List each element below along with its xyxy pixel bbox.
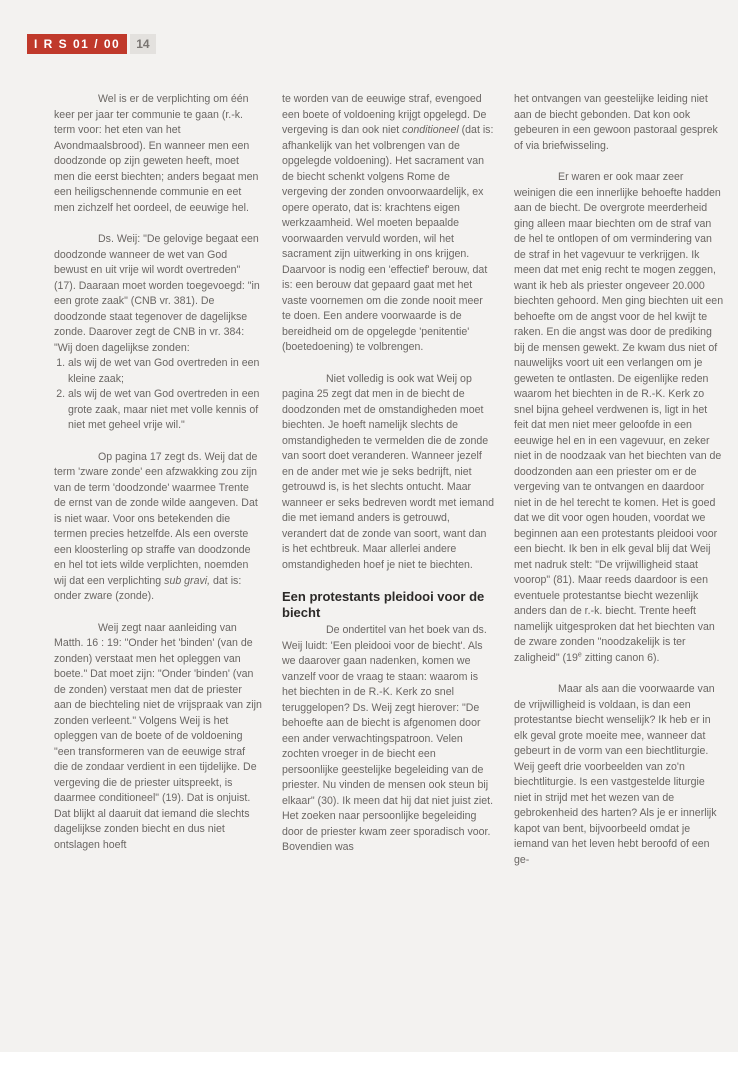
paragraph-text: te worden van de eeuwige straf, evengoed een boete of voldoening krijgt opgelegd. De vergeving is dan ook niet (282, 93, 487, 136)
paragraph-text: zitting canon 6). (581, 651, 660, 664)
paragraph-text: Er waren er ook maar zeer weinigen die een innerlijke behoefte hadden aan de biecht. De overgrote meerderheid ging alleen maar biechten om de straf van de hel te ontlopen of om vermindering van de straf in het vagevuur te verkrijgen. Ik meen dat met enig recht te mogen zeggen, want ik heb als priester ongeveer 20.000 biechten gehoord. Men ging biechten uit een behoefte om de angst voor de hel kwijt te raken. En die angst was door de prediking bij de mensen gewekt. Ze kwam dus niet of nauwelijks voort uit een verlangen om je geweten te ontlasten. De eigenlijke reden waarom het biechten in de R.-K. Kerk zo snel bijna geheel verdwenen is, ligt in het feit dat men niet meer geloofde in een eeuwige hel en in een vagevuur, en zeker niet in de noodzaak van het biechten van de doodzonden aan een priester om er de vergeving van te ontvangen en daardoor niet in de hel terecht te komen. Het is goed dat we dit voor ogen houden, voordat we beginnen aan een protestants pleidooi voor een biecht. Ik ben in elk geval blij dat Weij met nadruk stelt: "De vrijwilligheid staat voorop" (81). Maar reeds daardoor is een eventuele protestantse biecht wezenlijk anders dan de r.-k. biecht. Trente heeft namelijk uitgesproken dat het biechten van de zware zonden "noodzakelijk is ter zaligheid" (19 (514, 171, 724, 664)
paragraph (282, 92, 494, 356)
column-1 (54, 92, 262, 869)
list-item: 2. als wij de wet van God overtreden in een grote zaak, maar niet met volle kennis of niet met geheel vrije wil." (68, 387, 262, 434)
page-header (27, 34, 156, 54)
paragraph: Wel is er de verplichting om één keer per jaar ter communie te gaan (r.-k. term voor: het eten van het Avondmaalsbrood). En wanneer men een doodzonde op zijn geweten heeft, moet men die eerst biechten; anders begaat men een heiligschennende communie en eet men zichzelf het oordeel, de eeuwige hel. (54, 93, 259, 214)
journal-title: I R S 01 / 00 (27, 34, 127, 54)
paragraph-text: (dat is: afhankelijk van het volbrengen van de opgelegde voldoening). Het sacrament van de biecht schenkt volgens Rome de vergeving der zonden onvoorwaardelijk, ex opere operato, dat is: krachtens eigen werkzaamheid. Wel moeten bepaalde voorwaarden vervuld worden, wil het sacrament zijn uitwerking in ons krijgen. Daarvoor is nodig een 'effectief' berouw, dat is: een berouw dat gepaard gaat met het vaste voornemen om die zonde nooit meer te doen. Een andere voorwaarde is de bereidheid om de opgelegde 'penitentie' (boetedoening) te volbrengen. (282, 124, 494, 353)
page-number: 14 (130, 34, 155, 54)
paragraph: het ontvangen van geestelijke leiding niet aan de biecht gebonden. Dat kon ook gebeuren in een gewoon pastoraal gesprek of via briefwisseling. (514, 93, 718, 152)
paragraph: Niet volledig is ook wat Weij op pagina 25 zegt dat men in de biecht de doodzonden met de omstandigheden moet biechten. Je hoeft namelijk slechts de omstandigheden te vermelden die de zonde van soort doet veranderen. Wanneer jezelf en de ander met wie je seks bedrijft, niet getrouwd is, is het slechts ontucht. Maar wanneer er seks bedreven wordt met iemand die met iemand anders is getrouwd, verandert dat de zonde van soort, want dan is het echtbreuk. Maar allerlei andere omstandigheden hoef je niet te biechten. (282, 372, 494, 571)
paragraph (54, 450, 262, 605)
column-2 (282, 92, 494, 872)
paragraph-text: dat is: onder zware (zonde). (54, 574, 242, 602)
list-item: 1. als wij de wet van God overtreden in een kleine zaak; (68, 356, 262, 387)
numbered-list (54, 356, 262, 434)
bottom-margin (0, 1052, 738, 1068)
paragraph (514, 170, 724, 666)
superscript: e (577, 650, 582, 658)
paragraph-text: Op pagina 17 zegt ds. Weij dat de term 'zware zonde' een afzwakking zou zijn van de term 'doodzonde' waarmee Trente de ernst van de zonde wilde aangeven. Dat is niet waar. Voor ons betekenden die termen precies hetzelfde. Als een overste een kloosterling op straffe van doodzonde en hel tot iets wilde verplichten, noemden wij dat een verplichting (54, 450, 258, 587)
column-3 (514, 92, 724, 884)
paragraph: De ondertitel van het boek van ds. Weij luidt: 'Een pleidooi voor de biecht'. Als we daarover gaan nadenken, komen we vanzelf voor de vraag te staan: waarom is het biechten in de R.-K. Kerk zo snel teruggelopen? Ds. Weij zegt hierover: "De behoefte aan de biecht is afgenomen door een ander verwachtingspatroon. Velen zochten vroeger in de biecht een persoonlijke geestelijke begeleiding van de priester. Nu vinden de mensen ook steun bij elkaar" (30). Ik meen dat hij dat niet juist ziet. Het zoeken naar persoonlijke begeleiding door de priester kwam zeer sporadisch voor. Bovendien was (282, 624, 494, 853)
paragraph: Ds. Weij: "De gelovige begaat een doodzonde wanneer de wet van God bewust en uit vrije wil wordt overtreden" (17). Daaraan moet worden toegevoegd: "in een grote zaak" (CNB vr. 381). De doodzonde staat tegenover de dagelijkse zonde. Daarover zegt de CNB in vr. 384: "Wij doen dagelijkse zonden: (54, 233, 260, 354)
emphasis: conditioneel (402, 124, 459, 136)
paragraph: Maar als aan die voorwaarde van de vrijwilligheid is voldaan, is dan een protestantse biecht wenselijk? Ik heb er in elk geval grote moeite mee, wanneer dat gebeurt in de vorm van een biechtliturgie. Weij geeft drie voorbeelden van zo'n biechtliturgie. Is een vastgestelde liturgie niet in strijd met het wezen van de gebrokenheid des harten? Als je er innerlijk kapot van bent, bijvoorbeeld omdat je iemand van het leven hebt beroofd of een ge- (514, 683, 717, 866)
paragraph: Weij zegt naar aanleiding van Matth. 16 : 19: "Onder het 'binden' (van de zonden) verstaat men het opleggen van boete." Dat moet zijn: "Onder 'binden' (van de zonden) verstaat men dat de priester aan de biechteling niet de vrijspraak van zijn zonden verleent." Volgens Weij is het opleggen van de boete of de voldoening "een transformeren van de eeuwige straf die de zondaar verdient in een tijdelijke. De vergeving die de priester uitspreekt, is daarmee conditioneel" (19). Dat is onjuist. Dat blijkt al daaruit dat iemand die slechts dagelijkse zonden biecht en dus niet ontslagen hoeft (54, 621, 262, 851)
emphasis: sub gravi, (164, 574, 211, 587)
section-heading: Een protestants pleidooi voor de biecht (282, 589, 485, 620)
